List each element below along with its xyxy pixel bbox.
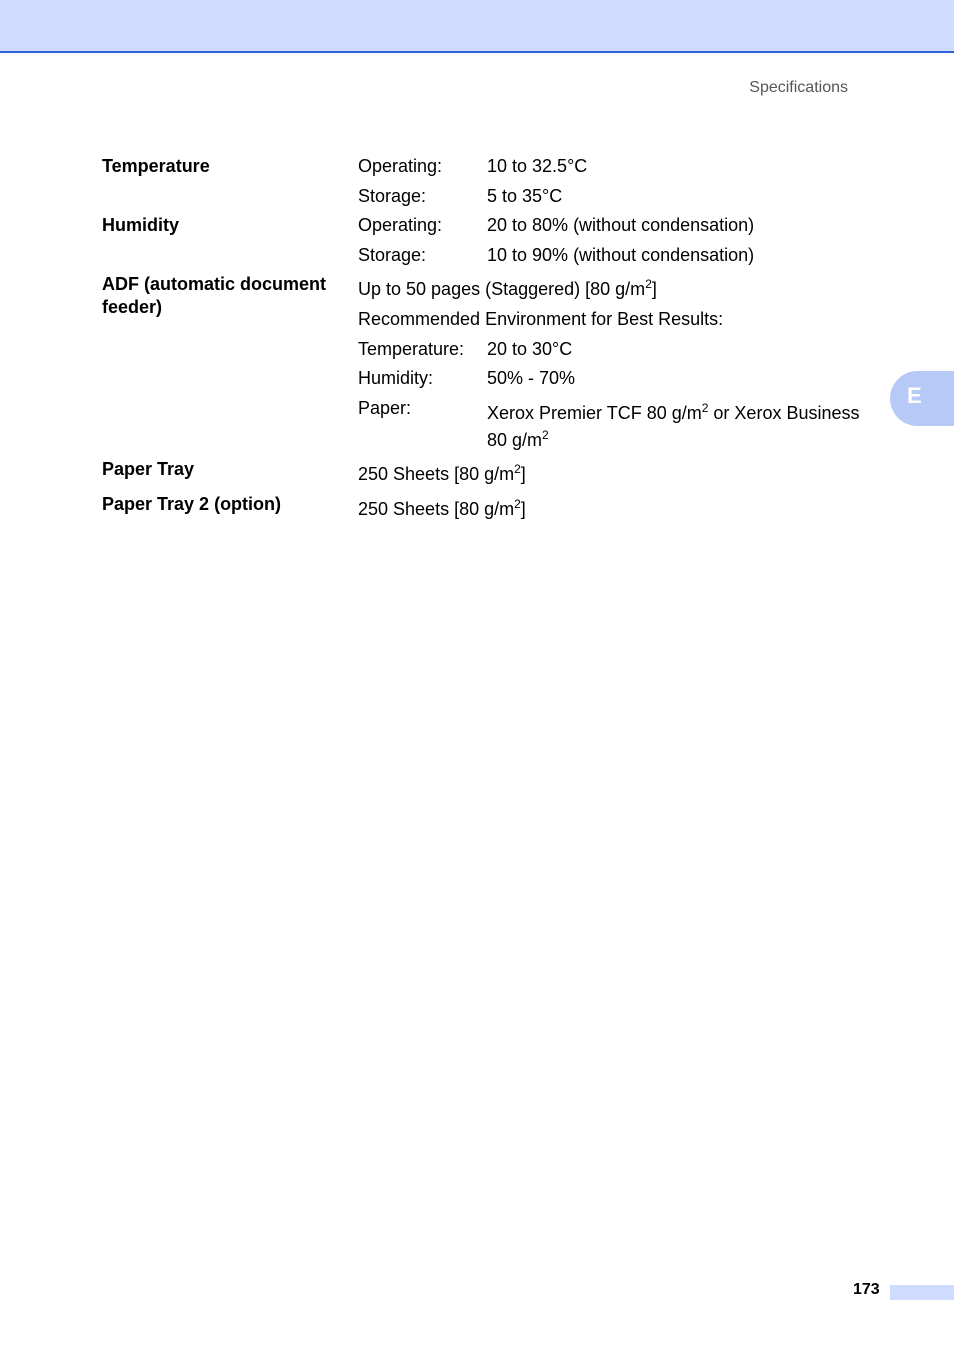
paper-tray-label: Paper Tray [102,459,195,479]
adf-paper-line2: 80 $g/m^2$ [487,428,549,450]
header-band [0,0,954,53]
temperature-storage-value: 5 to 35°C [487,186,563,206]
paper-tray-2-label: Paper Tray 2 (option) [102,494,282,514]
adf-temperature-value: 20 to 30°C [487,339,573,359]
adf-label-line2: feeder) [102,297,163,317]
adf-paper-line1: Xerox Premier TCF 80 $g/m^2$ or Xerox Business [487,401,860,423]
adf-label-line1: ADF (automatic document [102,274,327,294]
paper-tray-value: 250 Sheets [80 $g/m^2$] [358,462,526,484]
humidity-operating-label: Operating: [358,215,443,235]
humidity-operating-value: 20 to 80% (without condensation) [487,215,755,235]
footer-bar [890,1285,954,1300]
chapter-tab-letter: E [907,383,922,408]
temperature-label: Temperature [102,156,210,176]
adf-temperature-label: Temperature: [358,339,465,359]
paper-tray-2-value: 250 Sheets [80 $g/m^2$] [358,497,526,519]
temperature-operating-value: 10 to 32.5°C [487,156,588,176]
temperature-operating-label: Operating: [358,156,443,176]
adf-paper-label: Paper: [358,398,412,418]
humidity-storage-label: Storage: [358,245,427,265]
humidity-label: Humidity [102,215,180,235]
chapter-tab [890,371,954,426]
adf-humidity-value: 50% - 70% [487,368,576,388]
humidity-storage-value: 10 to 90% (without condensation) [487,245,755,265]
temperature-storage-label: Storage: [358,186,427,206]
adf-humidity-label: Humidity: [358,368,434,388]
page-number: 173 [853,1281,880,1298]
section-title: Specifications [749,79,848,96]
adf-recommended-environment: Recommended Environment for Best Results: [358,309,724,329]
adf-capacity: Up to 50 pages (Staggered) [80 $g/m^2$] [358,277,657,299]
